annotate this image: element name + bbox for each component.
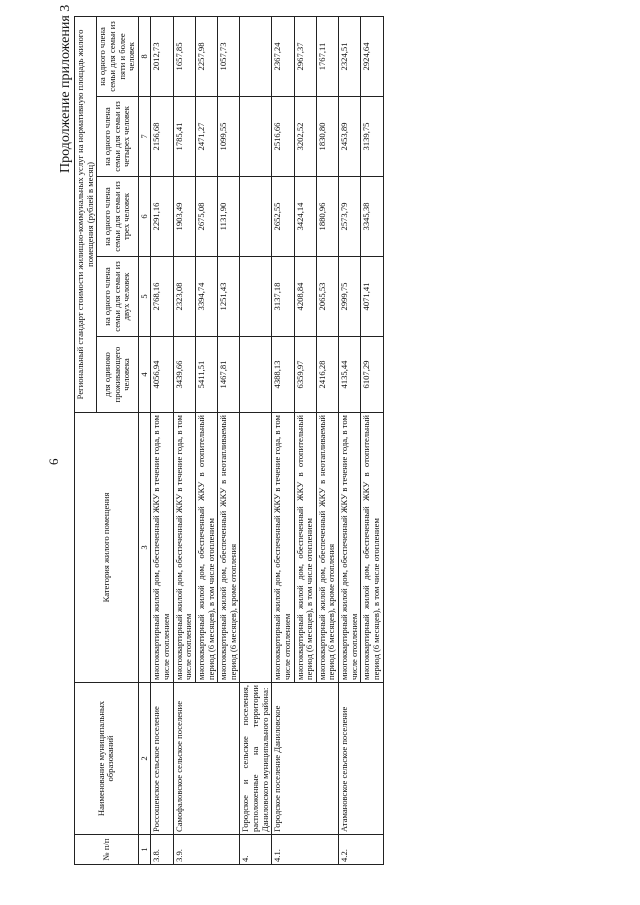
value-family-4: 1830,80 [316, 97, 338, 177]
value-family-2: 2065,53 [316, 257, 338, 337]
header-family-5plus: на одного члена семьи для семьи из пяти и более человек [97, 16, 139, 96]
value-family-2: 3394,74 [195, 257, 217, 337]
value-single: 1467,81 [218, 337, 240, 413]
value-family-5plus [240, 16, 272, 96]
value-family-3: 2573,79 [339, 177, 361, 257]
value-family-2: 3137,18 [272, 257, 294, 337]
col-index: 8 [138, 16, 151, 96]
table-row [173, 16, 195, 864]
col-index: 2 [138, 683, 151, 835]
table-row [240, 16, 272, 864]
row-number: 4.1. [272, 835, 339, 865]
header-name: Наименование муниципальных образований [75, 683, 139, 835]
value-family-3 [240, 177, 272, 257]
housing-category: многоквартирный жилой дом, обеспеченный ЖКУ в неотапливаемый период (6 месяцев), кроме отопления [218, 413, 240, 683]
column-index-row [138, 16, 151, 864]
table-row [339, 16, 361, 864]
municipality-name: Россошенское сельское поселение [151, 683, 173, 835]
value-single: 6107,29 [361, 337, 383, 413]
housing-category: многоквартирный жилой дом, обеспеченный ЖКУ в течение года, в том числе отоплением [151, 413, 173, 683]
row-number: 4. [240, 835, 272, 865]
value-family-4: 2156,68 [151, 97, 173, 177]
page-number: 6 [46, 458, 61, 465]
tariff-table [74, 16, 384, 865]
municipality-name: Городское поселение Даниловское [272, 683, 339, 835]
appendix-label: Продолжение приложения 3 [58, 4, 73, 173]
value-family-3: 2675,08 [195, 177, 217, 257]
value-family-3: 3345,38 [361, 177, 383, 257]
value-family-2: 2999,75 [339, 257, 361, 337]
row-number: 3.8. [151, 835, 173, 865]
value-single: 2416,28 [316, 337, 338, 413]
col-index: 6 [138, 177, 151, 257]
table-row [151, 16, 173, 864]
housing-category: многоквартирный жилой дом, обеспеченный ЖКУ в течение года, в том числе отоплением [339, 413, 361, 683]
row-number: 3.9. [173, 835, 240, 865]
value-family-4: 1785,41 [173, 97, 195, 177]
value-family-2: 4071,41 [361, 257, 383, 337]
value-family-5plus: 2257,98 [195, 16, 217, 96]
value-family-3: 3424,14 [294, 177, 316, 257]
header-family-4: на одного члена семьи для семьи из четырех человек [97, 97, 139, 177]
col-index: 5 [138, 257, 151, 337]
housing-category: многоквартирный жилой дом, обеспеченный ЖКУ в отопительный период (6 месяцев), в том числе отоплением [294, 413, 316, 683]
value-family-2: 4208,84 [294, 257, 316, 337]
header-num: № п/п [75, 835, 139, 865]
col-index: 7 [138, 97, 151, 177]
value-family-2: 2768,16 [151, 257, 173, 337]
value-family-4: 1099,55 [218, 97, 240, 177]
value-family-5plus: 2324,51 [339, 16, 361, 96]
value-family-2: 2323,08 [173, 257, 195, 337]
value-family-3: 2291,16 [151, 177, 173, 257]
col-index: 1 [138, 835, 151, 865]
value-family-3: 2652,55 [272, 177, 294, 257]
col-index: 3 [138, 413, 151, 683]
table-row [272, 16, 294, 864]
value-family-5plus: 1767,11 [316, 16, 338, 96]
value-single: 6359,97 [294, 337, 316, 413]
housing-category: многоквартирный жилой дом, обеспеченный ЖКУ в течение года, в том числе отоплением [272, 413, 294, 683]
value-family-4 [240, 97, 272, 177]
value-single: 3439,66 [173, 337, 195, 413]
col-index: 4 [138, 337, 151, 413]
value-family-2 [240, 257, 272, 337]
value-family-3: 1880,96 [316, 177, 338, 257]
header-category: Категория жилого помещения [75, 413, 139, 683]
housing-category: многоквартирный жилой дом, обеспеченный ЖКУ в течение года, в том числе отоплением [173, 413, 195, 683]
municipality-name: Атамановское сельское поселение [339, 683, 384, 835]
value-single: 5411,51 [195, 337, 217, 413]
municipality-name: Самофаловское сельское поселение [173, 683, 240, 835]
header-row-main [75, 16, 97, 864]
housing-category: многоквартирный жилой дом, обеспеченный ЖКУ в неотапливаемый период (6 месяцев), кроме отопления [316, 413, 338, 683]
value-single: 4135,44 [339, 337, 361, 413]
header-family-2: на одного члена семьи для семьи из двух человек [97, 257, 139, 337]
value-family-5plus: 1657,85 [173, 16, 195, 96]
header-family-3: на одного члена семьи для семьи из трех человек [97, 177, 139, 257]
value-family-4: 2453,89 [339, 97, 361, 177]
housing-category [240, 413, 272, 683]
value-family-5plus: 2012,73 [151, 16, 173, 96]
value-family-4: 3202,52 [294, 97, 316, 177]
value-single: 4388,13 [272, 337, 294, 413]
housing-category: многоквартирный жилой дом, обеспеченный ЖКУ в отопительный период (6 месяцев), в том числе отоплением [361, 413, 383, 683]
value-family-3: 1131,90 [218, 177, 240, 257]
value-family-2: 1251,43 [218, 257, 240, 337]
header-standard-group: Региональный стандарт стоимости жилищно-коммунальных услуг на нормативную площадь жилого помещения (рублей в месяц) [75, 16, 97, 412]
value-family-5plus: 2967,37 [294, 16, 316, 96]
value-family-3: 1903,49 [173, 177, 195, 257]
value-family-4: 2516,66 [272, 97, 294, 177]
value-family-5plus: 2367,24 [272, 16, 294, 96]
value-family-5plus: 2924,64 [361, 16, 383, 96]
header-single: для одиноко проживающего человека [97, 337, 139, 413]
municipality-name: Городское и сельские поселения, расположенные на территории Даниловского муниципального района: [240, 683, 272, 835]
value-single: 4056,94 [151, 337, 173, 413]
row-number: 4.2. [339, 835, 384, 865]
value-family-4: 3139,75 [361, 97, 383, 177]
value-single [240, 337, 272, 413]
value-family-4: 2471,27 [195, 97, 217, 177]
value-family-5plus: 1057,73 [218, 16, 240, 96]
housing-category: многоквартирный жилой дом, обеспеченный ЖКУ в отопительный период (6 месяцев), в том числе отоплением [195, 413, 217, 683]
